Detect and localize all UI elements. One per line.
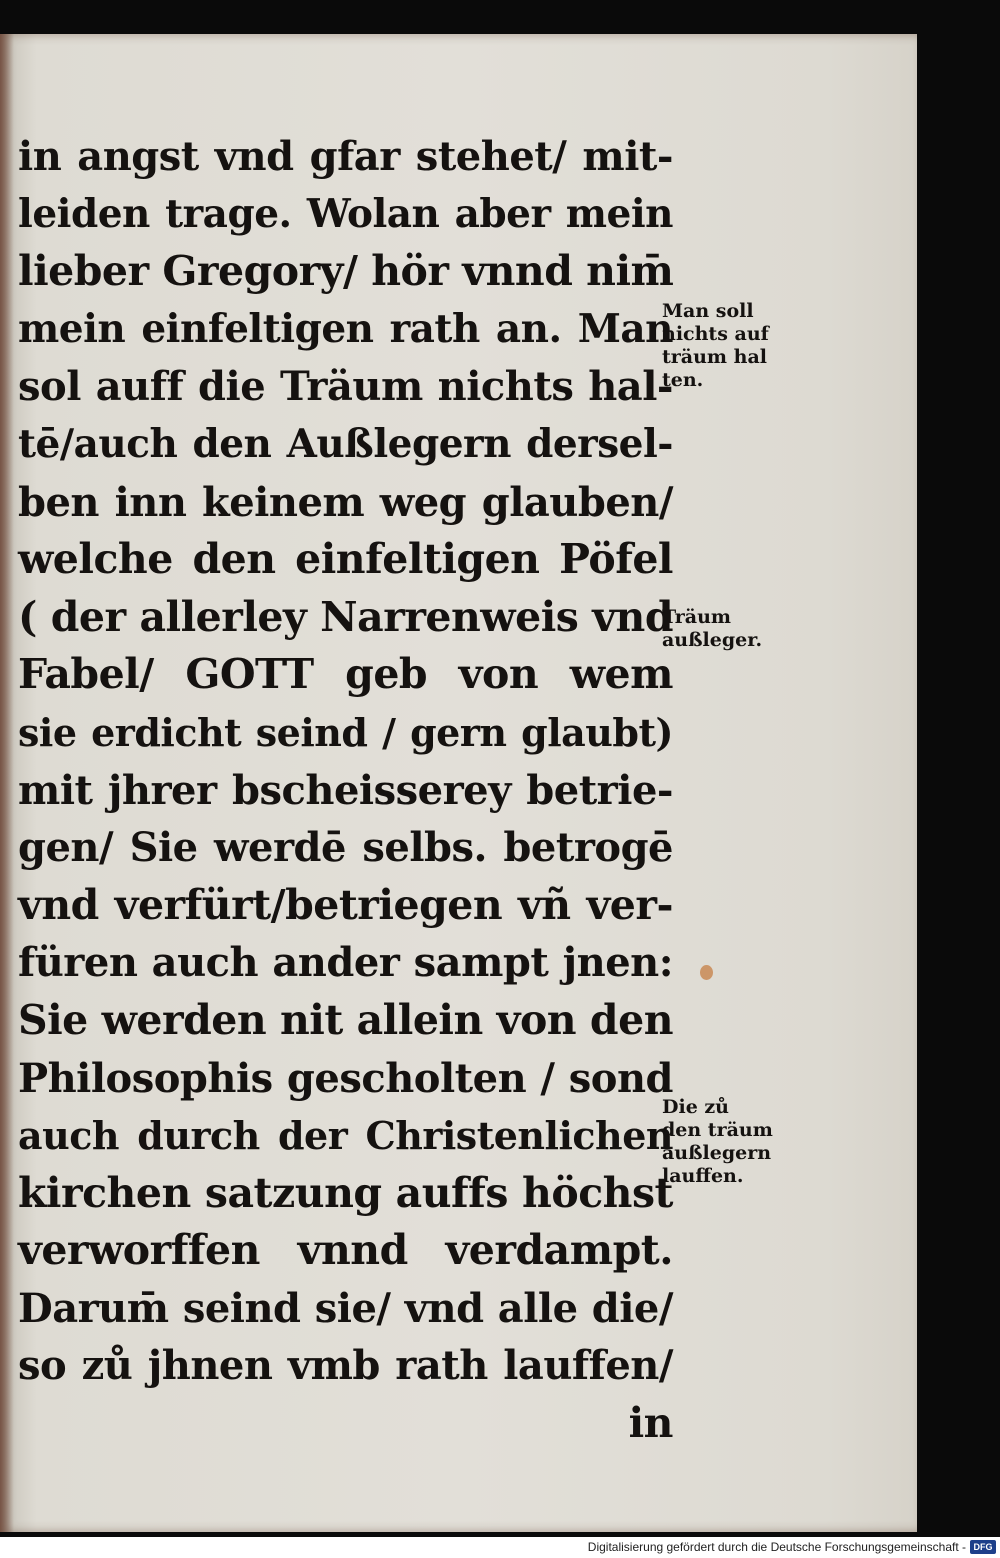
text-line: Philosophis gescholten / sond: [18, 1054, 673, 1102]
marginal-note-line: Die zů: [662, 1096, 730, 1118]
marginal-note-line: lauffen.: [662, 1165, 744, 1187]
text-line: tē/auch den Außlegern dersel-: [18, 420, 673, 467]
text-line: kirchen satzung auffs höchst: [18, 1168, 673, 1217]
text-line: auch durch der Christenlichen: [18, 1113, 673, 1159]
text-line: ( der allerley Narrenweis vnd: [18, 592, 673, 641]
text-line: vnd verfürt/betriegen vñ ver-: [18, 880, 673, 929]
marginal-note-line: nichts auf: [662, 323, 769, 345]
marginal-note-line: Man soll: [662, 300, 754, 322]
marginal-note-line: außlegern: [662, 1142, 772, 1164]
text-line: Darum̄ seind sie/ vnd alle die/: [18, 1284, 673, 1332]
dfg-logo-icon: DFG: [970, 1540, 996, 1554]
marginal-note-3: [662, 1096, 822, 1188]
footer-bar: [0, 1537, 1000, 1558]
text-line: Sie werden nit allein von den: [18, 995, 673, 1044]
text-line: gen/ Sie werdē selbs. betrogē: [18, 824, 673, 872]
marginal-note-line: den träum: [662, 1119, 773, 1141]
text-line: verworffen vnnd verdampt.: [18, 1226, 673, 1275]
text-line: Fabel/ GOTT geb von wem: [18, 650, 673, 699]
marginal-note-line: ten.: [662, 369, 704, 391]
marginal-note-line: außleger.: [662, 629, 763, 651]
text-line: in angst vnd gfar stehet/ mit-: [18, 133, 673, 180]
text-line: sol auff die Träum nichts hal-: [18, 363, 673, 411]
text-line: in: [628, 1399, 673, 1448]
text-line: mit jhrer bscheisserey betrie-: [18, 766, 673, 814]
marginal-note-2: [662, 606, 822, 652]
paper-stain: [700, 965, 713, 980]
marginal-note-1: [662, 300, 822, 392]
page-gutter-shadow: [0, 34, 14, 1532]
marginal-note-line: träum hal: [662, 346, 767, 368]
text-line: so zů jhnen vmb rath lauffen/: [18, 1342, 673, 1390]
text-line: mein einfeltigen rath an. Man: [18, 305, 673, 352]
text-line: leiden trage. Wolan aber mein: [18, 190, 673, 237]
text-line: welche den einfeltigen Pöfel: [18, 535, 673, 584]
text-line: füren auch ander sampt jnen:: [18, 939, 673, 987]
marginal-note-line: Träum: [662, 606, 731, 628]
text-line: sie erdicht seind / gern glaubt): [18, 709, 673, 755]
main-text-block: [18, 128, 673, 1453]
text-line: lieber Gregory/ hör vnnd nim̄: [18, 247, 674, 296]
text-line: ben inn keinem weg glauben/: [18, 478, 673, 526]
funding-credit: Digitalisierung gefördert durch die Deutsche Forschungsgemeinschaft -: [587, 1540, 966, 1554]
